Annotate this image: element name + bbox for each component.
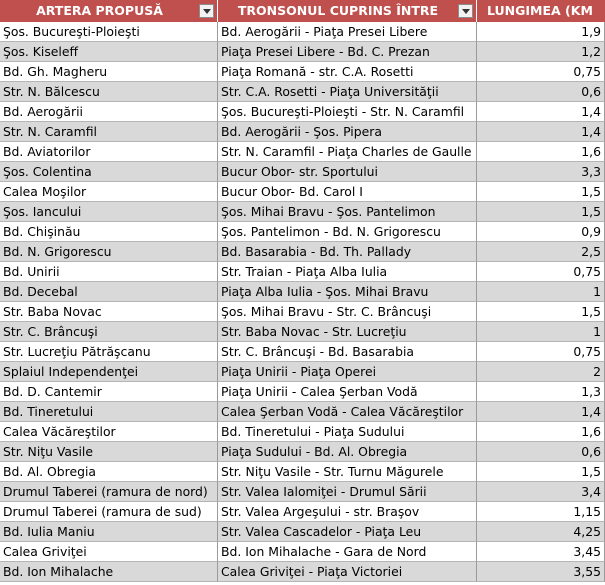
cell-lungime[interactable]: 1,5 — [477, 202, 605, 222]
table-row — [0, 362, 605, 382]
filter-dropdown-icon[interactable] — [458, 4, 473, 18]
column-header-lungime[interactable] — [477, 0, 605, 22]
table-row — [0, 542, 605, 562]
column-header-label: ARTERA PROPUSĂ — [36, 3, 163, 18]
cell-artera[interactable]: Str. Lucreţiu Pătrăşcanu — [0, 342, 218, 362]
table-row — [0, 342, 605, 362]
cell-lungime[interactable]: 1,4 — [477, 402, 605, 422]
cell-artera[interactable]: Str. Baba Novac — [0, 302, 218, 322]
cell-artera[interactable]: Şos. Iancului — [0, 202, 218, 222]
cell-tronson[interactable]: Bucur Obor- Bd. Carol I — [218, 182, 477, 202]
cell-lungime[interactable]: 0,9 — [477, 222, 605, 242]
column-header-label: LUNGIMEA (KM — [487, 3, 593, 18]
cell-lungime[interactable]: 0,75 — [477, 342, 605, 362]
cell-lungime[interactable]: 1,2 — [477, 42, 605, 62]
cell-lungime[interactable]: 1,6 — [477, 142, 605, 162]
cell-tronson[interactable]: Şos. Bucureşti-Ploieşti - Str. N. Caramfil — [218, 102, 477, 122]
cell-lungime[interactable]: 0,75 — [477, 62, 605, 82]
column-header-label: TRONSONUL CUPRINS ÎNTRE — [237, 3, 439, 18]
cell-artera[interactable]: Bd. Chişinău — [0, 222, 218, 242]
table-row — [0, 422, 605, 442]
cell-lungime[interactable]: 1,3 — [477, 382, 605, 402]
cell-artera[interactable]: Drumul Taberei (ramura de sud) — [0, 502, 218, 522]
table-row — [0, 222, 605, 242]
table-row — [0, 262, 605, 282]
column-header-tronson[interactable] — [218, 0, 477, 22]
table-row — [0, 82, 605, 102]
cell-artera[interactable]: Str. N. Caramfil — [0, 122, 218, 142]
cell-lungime[interactable]: 3,4 — [477, 482, 605, 502]
cell-lungime[interactable]: 0,6 — [477, 442, 605, 462]
table-row — [0, 202, 605, 222]
header-row — [0, 0, 605, 22]
cell-tronson[interactable]: Piaţa Romană - str. C.A. Rosetti — [218, 62, 477, 82]
cell-lungime[interactable]: 2,5 — [477, 242, 605, 262]
cell-lungime[interactable]: 1,4 — [477, 102, 605, 122]
cell-tronson[interactable]: Bd. Aerogării - Şos. Pipera — [218, 122, 477, 142]
cell-artera[interactable]: Bd. Unirii — [0, 262, 218, 282]
cell-artera[interactable]: Bd. Ion Mihalache — [0, 562, 218, 582]
table-body — [0, 22, 605, 582]
table-row — [0, 142, 605, 162]
cell-lungime[interactable]: 1,6 — [477, 422, 605, 442]
table-row — [0, 442, 605, 462]
cell-tronson[interactable]: Piaţa Sudului - Bd. Al. Obregia — [218, 442, 477, 462]
cell-artera[interactable]: Splaiul Independenţei — [0, 362, 218, 382]
cell-artera[interactable]: Bd. Iulia Maniu — [0, 522, 218, 542]
cell-lungime[interactable]: 2 — [477, 362, 605, 382]
cell-artera[interactable]: Bd. Aviatorilor — [0, 142, 218, 162]
table-row — [0, 42, 605, 62]
cell-tronson[interactable]: Bucur Obor- str. Sportului — [218, 162, 477, 182]
cell-artera[interactable]: Calea Moşilor — [0, 182, 218, 202]
table-row — [0, 242, 605, 262]
cell-lungime[interactable]: 3,45 — [477, 542, 605, 562]
table-row — [0, 482, 605, 502]
cell-artera[interactable]: Bd. D. Cantemir — [0, 382, 218, 402]
table-row — [0, 382, 605, 402]
cell-lungime[interactable]: 3,55 — [477, 562, 605, 582]
cell-tronson[interactable]: Piaţa Unirii - Piaţa Operei — [218, 362, 477, 382]
column-header-artera[interactable] — [0, 0, 218, 22]
cell-artera[interactable]: Şos. Colentina — [0, 162, 218, 182]
cell-lungime[interactable]: 0,6 — [477, 82, 605, 102]
cell-lungime[interactable]: 1,5 — [477, 462, 605, 482]
table-row — [0, 502, 605, 522]
cell-tronson[interactable]: Str. Valea Cascadelor - Piaţa Leu — [218, 522, 477, 542]
cell-tronson[interactable]: Piaţa Presei Libere - Bd. C. Prezan — [218, 42, 477, 62]
cell-artera[interactable]: Bd. Aerogării — [0, 102, 218, 122]
cell-tronson[interactable]: Bd. Ion Mihalache - Gara de Nord — [218, 542, 477, 562]
table-row — [0, 102, 605, 122]
table-row — [0, 282, 605, 302]
cell-tronson[interactable]: Şos. Mihai Bravu - Str. C. Brâncuşi — [218, 302, 477, 322]
table-row — [0, 22, 605, 42]
cell-artera[interactable]: Bd. N. Grigorescu — [0, 242, 218, 262]
filter-dropdown-icon[interactable] — [199, 4, 214, 18]
cell-tronson[interactable]: Şos. Pantelimon - Bd. N. Grigorescu — [218, 222, 477, 242]
cell-tronson[interactable]: Şos. Mihai Bravu - Şos. Pantelimon — [218, 202, 477, 222]
table-row — [0, 562, 605, 582]
cell-artera[interactable]: Calea Griviţei — [0, 542, 218, 562]
cell-lungime[interactable]: 1 — [477, 282, 605, 302]
cell-tronson[interactable]: Bd. Basarabia - Bd. Th. Pallady — [218, 242, 477, 262]
table-row — [0, 162, 605, 182]
cell-tronson[interactable]: Bd. Tineretului - Piaţa Sudului — [218, 422, 477, 442]
cell-tronson[interactable]: Str. N. Caramfil - Piaţa Charles de Gaulle — [218, 142, 477, 162]
table-row — [0, 122, 605, 142]
cell-tronson[interactable]: Piaţa Alba Iulia - Şos. Mihai Bravu — [218, 282, 477, 302]
table-row — [0, 402, 605, 422]
cell-tronson[interactable]: Str. Baba Novac - Str. Lucreţiu — [218, 322, 477, 342]
cell-tronson[interactable]: Calea Şerban Vodă - Calea Văcăreştilor — [218, 402, 477, 422]
cell-lungime[interactable]: 3,3 — [477, 162, 605, 182]
cell-artera[interactable]: Str. N. Bălcescu — [0, 82, 218, 102]
cell-tronson[interactable]: Str. Valea Ialomiţei - Drumul Sării — [218, 482, 477, 502]
cell-lungime[interactable]: 1,9 — [477, 22, 605, 42]
table-row — [0, 302, 605, 322]
cell-artera[interactable]: Str. Niţu Vasile — [0, 442, 218, 462]
table-row — [0, 522, 605, 542]
cell-artera[interactable]: Calea Văcăreştilor — [0, 422, 218, 442]
cell-lungime[interactable]: 1,5 — [477, 182, 605, 202]
cell-tronson[interactable]: Str. Niţu Vasile - Str. Turnu Măgurele — [218, 462, 477, 482]
cell-tronson[interactable]: Calea Griviţei - Piaţa Victoriei — [218, 562, 477, 582]
cell-tronson[interactable]: Str. Valea Argeşului - str. Braşov — [218, 502, 477, 522]
cell-tronson[interactable]: Str. Traian - Piaţa Alba Iulia — [218, 262, 477, 282]
cell-lungime[interactable]: 1 — [477, 322, 605, 342]
cell-lungime[interactable]: 1,4 — [477, 122, 605, 142]
table-row — [0, 182, 605, 202]
cell-tronson[interactable]: Str. C.A. Rosetti - Piaţa Universităţii — [218, 82, 477, 102]
cell-lungime[interactable]: 1,5 — [477, 302, 605, 322]
cell-artera[interactable]: Bd. Tineretului — [0, 402, 218, 422]
cell-tronson[interactable]: Str. C. Brâncuşi - Bd. Basarabia — [218, 342, 477, 362]
table-row — [0, 462, 605, 482]
cell-artera[interactable]: Bd. Decebal — [0, 282, 218, 302]
cell-artera[interactable]: Str. C. Brâncuşi — [0, 322, 218, 342]
table-row — [0, 322, 605, 342]
cell-artera[interactable]: Bd. Al. Obregia — [0, 462, 218, 482]
cell-artera[interactable]: Şos. Bucureşti-Ploieşti — [0, 22, 218, 42]
cell-artera[interactable]: Bd. Gh. Magheru — [0, 62, 218, 82]
cell-tronson[interactable]: Piaţa Unirii - Calea Şerban Vodă — [218, 382, 477, 402]
cell-artera[interactable]: Drumul Taberei (ramura de nord) — [0, 482, 218, 502]
cell-lungime[interactable]: 1,15 — [477, 502, 605, 522]
cell-artera[interactable]: Şos. Kiseleff — [0, 42, 218, 62]
cell-lungime[interactable]: 4,25 — [477, 522, 605, 542]
cell-tronson[interactable]: Bd. Aerogării - Piaţa Presei Libere — [218, 22, 477, 42]
cell-lungime[interactable]: 0,75 — [477, 262, 605, 282]
table-row — [0, 62, 605, 82]
